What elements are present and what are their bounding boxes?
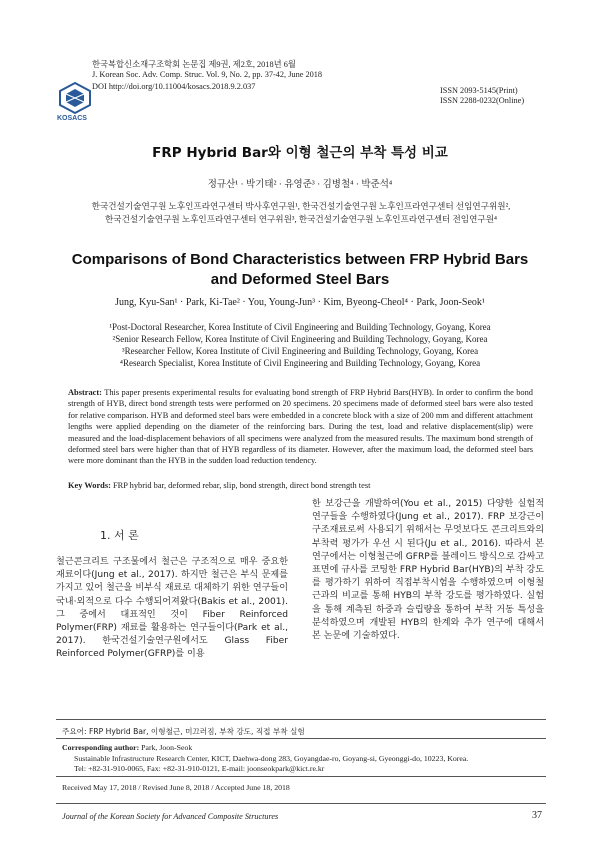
abstract bbox=[68, 387, 533, 467]
abstract-text: This paper presents experimental results for evaluating bond strength of FRP Hybrid Bars(HYB). In order to confirm the bond strength of HYB, direct bond strength tests were performed on 20 specimens. 20 specimens made of deformed steel bars were also tested for relative comparison. HYB and deformed steel bars were embedded in a concrete block with a size of 200 mm and different attachment lengths were applied depending on the diameter of the reinforcing bars. During the test, load and relative displacement(slip) were measured and the load-displacement behaviors of all specimens were analyzed from the measured results. The maximum bond strength of deformed steel bars were higher than that of HYB regardless of its diameter. However, after the maximum load, the deformed steel bars were more dominant than the HYB in the sudden load reduction tendency. bbox=[68, 388, 533, 466]
body-right-column: 한 보강근을 개발하여(You et al., 2015) 다양한 실험적 연구들을 수행하였다(Jung et al., 2017). FRP 보강근이 구조재료로써 사용되기 위해서는 무엇보다도 콘크리트와의 부착력 평가가 우선 시 된다(Ju et al., 2016). 따라서 본 연구에서는 이형철근에 GFRP를 블레이드 방식으로 감싸고 표면에 규사를 코팅한 FRP Hybrid Bar(HYB)의 부착 강도를 평가하기 위하여 직접부착시험을 수행하였으며 이형철근과의 비교를 통해 HYB의 부착 강도를 평가하였다. 실험을 통해 계측된 하중과 슬립량을 통하여 부착 거동 특성을 분석하였으며 개발된 HYB의 한계와 추가 연구에 대해서 본 논문에 기술하였다. bbox=[312, 499, 544, 642]
footer-divider bbox=[56, 803, 546, 804]
received-dates: Received May 17, 2018 / Revised June 8, 2018 / Accepted June 18, 2018 bbox=[62, 783, 290, 792]
footnote-divider bbox=[56, 776, 546, 777]
body-left-column: 철근콘크리트 구조물에서 철근은 구조적으로 매우 중요한 재료이다(Jung et al., 2017). 하지만 철근은 부식 문제를 가지고 있어 철근을 비부식 재료로 대체하기 위한 연구들이 국내·외적으로 다수 수행되어져왔다(Bakis et al., 2001). 그 중에서 대표적인 것이 Fiber Reinforced Polymer(FRP) 재료를 활용하는 연구들이다(Park et al., 2017). 한국건설기술연구원에서도 Glass Fiber Reinforced Polymer(GFRP)를 이용 bbox=[56, 557, 288, 660]
keywords-kr: 주요어: FRP Hybrid Bar, 이형철근, 미끄러짐, 부착 강도, 직접 부착 실험 bbox=[62, 727, 305, 736]
corresponding-name: Park, Joon-Seok bbox=[141, 743, 193, 752]
affiliation-en-line: ¹Post-Doctoral Researcher, Korea Institute of Civil Engineering and Building Technology, Goyang, Korea bbox=[109, 322, 491, 332]
corresponding-label: Corresponding author: bbox=[62, 743, 140, 752]
abstract-label: Abstract: bbox=[68, 388, 102, 397]
keywords-label: Key Words: bbox=[68, 481, 111, 490]
affiliation-en-line: ⁴Research Specialist, Korea Institute of Civil Engineering and Building Technology, Goyang, Korea bbox=[119, 358, 481, 368]
section-heading: 1. 서 론 bbox=[100, 529, 139, 542]
corresponding-author bbox=[62, 743, 468, 775]
doi-link[interactable]: DOI http://doi.org/10.11004/kosacs.2018.9.2.037 bbox=[92, 82, 256, 91]
affiliation-en-line: ³Researcher Fellow, Korea Institute of Civil Engineering and Building Technology, Goyang, Korea bbox=[121, 346, 479, 356]
affiliations-en bbox=[60, 321, 540, 369]
affiliation-kr-line: 한국건설기술연구원 노후인프라연구센터 박사후연구원¹, 한국건설기술연구원 노후인프라연구센터 선임연구위원², bbox=[91, 201, 511, 211]
affiliation-en-line: ²Senior Research Fellow, Korea Institute of Civil Engineering and Building Technology, Goyang, Korea bbox=[112, 334, 488, 344]
title-en: Comparisons of Bond Characteristics between FRP Hybrid Bars and Deformed Steel Bars bbox=[71, 251, 529, 288]
footnote-divider bbox=[56, 719, 546, 720]
footer-journal: Journal of the Korean Society for Advanced Composite Structures bbox=[62, 812, 279, 821]
affiliation-kr-line: 한국건설기술연구원 노후인프라연구센터 연구위원³, 한국건설기술연구원 노후인프라연구센터 전임연구원⁴ bbox=[104, 214, 498, 224]
kosacs-logo bbox=[58, 82, 92, 114]
keywords-text: FRP hybrid bar, deformed rebar, slip, bond strength, direct bond strength test bbox=[112, 481, 371, 490]
authors-en: Jung, Kyu-San¹ · Park, Ki-Tae² · You, Young-Jun³ · Kim, Byeong-Cheol⁴ · Park, Joon-Seok¹ bbox=[115, 297, 485, 308]
footnote-divider bbox=[56, 738, 546, 739]
keywords bbox=[68, 481, 533, 490]
title-kr: FRP Hybrid Bar와 이형 철근의 부착 특성 비교 bbox=[152, 145, 448, 161]
journal-kr: 한국복합신소재구조학회 논문집 제9권, 제2호, 2018년 6월 bbox=[92, 60, 296, 69]
affiliations-kr bbox=[56, 200, 546, 226]
logo-text: KOSACS bbox=[57, 115, 87, 122]
issn-online: ISSN 2288-0232(Online) bbox=[440, 96, 525, 105]
page-number: 37 bbox=[532, 810, 542, 821]
journal-en: J. Korean Soc. Adv. Comp. Struc. Vol. 9, No. 2, pp. 37-42, June 2018 bbox=[92, 70, 323, 79]
corresponding-contact: Tel: +82-31-910-0065, Fax: +82-31-910-0121, E-mail: joonseokpark@kict.re.kr bbox=[74, 764, 325, 773]
authors-kr: 정규산¹ · 박기태² · 유영준³ · 김병철⁴ · 박준석⁴ bbox=[207, 180, 393, 190]
issn-print: ISSN 2093-5145(Print) bbox=[440, 86, 518, 95]
corresponding-address: Sustainable Infrastructure Research Center, KICT, Daehwa-dong 283, Goyangdae-ro, Goyang-si, Gyeonggi-do, 10223, Korea. bbox=[74, 753, 469, 763]
